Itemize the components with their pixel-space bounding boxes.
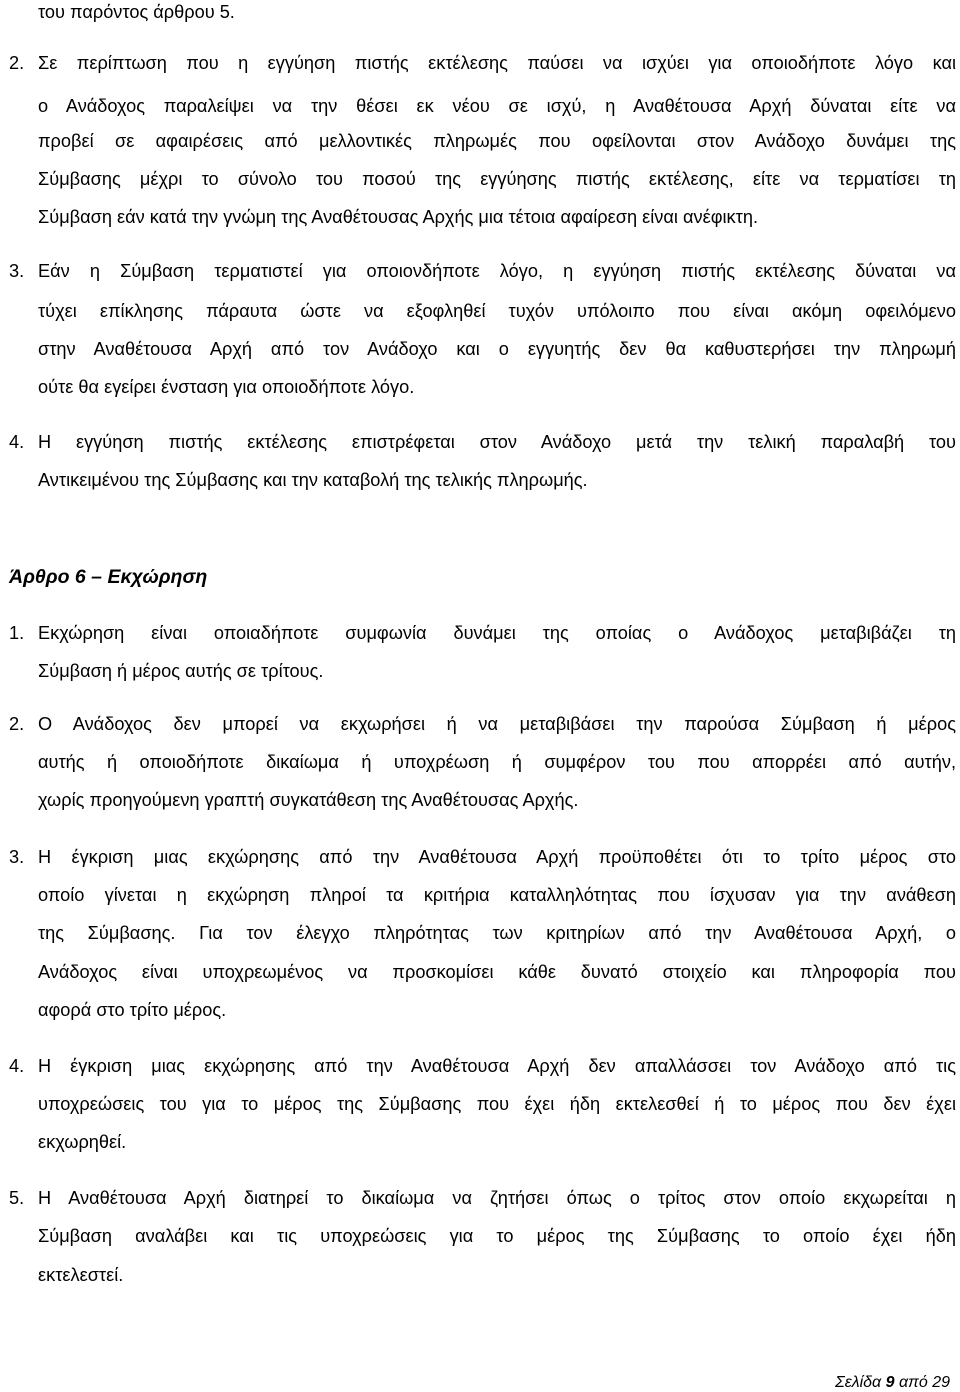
continuation-line: του παρόντος άρθρου 5. [38,2,235,22]
footer-total-pages: 29 [932,1374,950,1391]
paragraph-line: εκτελεστεί. [38,1265,124,1285]
footer-of-word: από [899,1374,928,1391]
footer-page-number: 9 [885,1374,895,1391]
paragraph-line: Σύμβαση ή μέρος αυτής σε τρίτους. [38,661,324,681]
paragraph-number: 2. [9,53,25,73]
paragraph-line: Ο Ανάδοχος δεν μπορεί να εκχωρήσει ή να μεταβιβάσει την παρούσα Σύμβαση ή μέρος [38,714,956,734]
paragraph-line: Εάν η Σύμβαση τερματιστεί για οποιονδήποτε λόγο, η εγγύηση πιστής εκτέλεσης δύναται να [38,261,956,281]
article-heading [9,565,207,589]
paragraph-line: υποχρεώσεις του για το μέρος της Σύμβασης που έχει ήδη εκτελεσθεί ή το μέρος που δεν έχει [38,1094,956,1114]
paragraph-line: ο Ανάδοχος παραλείψει να την θέσει εκ νέου σε ισχύ, η Αναθέτουσα Αρχή δύναται είτε να [38,96,956,116]
paragraph-number: 3. [9,261,25,281]
paragraph-line: Σύμβασης μέχρι το σύνολο του ποσού της εγγύησης πιστής εκτέλεσης, είτε να τερματίσει τη [38,169,956,189]
paragraph-line: χωρίς προηγούμενη γραπτή συγκατάθεση της Αναθέτουσας Αρχής. [38,790,579,810]
paragraph-line: Σύμβαση εάν κατά την γνώμη της Αναθέτουσας Αρχής μια τέτοια αφαίρεση είναι ανέφικτη. [38,207,759,227]
paragraph-number: 4. [9,432,25,452]
paragraph-line: Η έγκριση μιας εκχώρησης από την Αναθέτουσα Αρχή προϋποθέτει ότι το τρίτο μέρος στο [38,847,956,867]
paragraph-line: Σε περίπτωση που η εγγύηση πιστής εκτέλεσης παύσει να ισχύει για οποιοδήποτε λόγο και [38,53,956,73]
footer-page-word: Σελίδα [835,1374,882,1391]
paragraph-line: της Σύμβασης. Για τον έλεγχο πληρότητας των κριτηρίων από την Αναθέτουσα Αρχή, ο [38,923,956,943]
page-footer [835,1374,950,1392]
paragraph-line: Αντικειμένου της Σύμβασης και την καταβολή της τελικής πληρωμής. [38,470,588,490]
paragraph-number: 1. [9,623,25,643]
paragraph-line: εκχωρηθεί. [38,1132,127,1152]
paragraph-line: αυτής ή οποιοδήποτε δικαίωμα ή υποχρέωση ή συμφέρον του που απορρέει από αυτήν, [38,752,956,772]
paragraph-line: Η Αναθέτουσα Αρχή διατηρεί το δικαίωμα να ζητήσει όπως ο τρίτος στον οποίο εκχωρείται η [38,1188,956,1208]
paragraph-number: 2. [9,714,25,734]
paragraph-line: Ανάδοχος είναι υποχρεωμένος να προσκομίσει κάθε δυνατό στοιχείο και πληροφορία που [38,962,956,982]
paragraph-line: ούτε θα εγείρει ένσταση για οποιοδήποτε λόγο. [38,377,415,397]
paragraph-number: 5. [9,1188,25,1208]
article-heading-title: Εκχώρηση [107,566,208,588]
paragraph-line: αφορά στο τρίτο μέρος. [38,1000,227,1020]
paragraph-line: Η έγκριση μιας εκχώρησης από την Αναθέτουσα Αρχή δεν απαλλάσσει τον Ανάδοχο από τις [38,1056,956,1076]
paragraph-number: 4. [9,1056,25,1076]
paragraph-line: Εκχώρηση είναι οποιαδήποτε συμφωνία δυνάμει της οποίας ο Ανάδοχος μεταβιβάζει τη [38,623,956,643]
paragraph-line: τύχει επίκλησης πάραυτα ώστε να εξοφληθεί τυχόν υπόλοιπο που είναι ακόμη οφειλόμενο [38,301,956,321]
paragraph-line: προβεί σε αφαιρέσεις από μελλοντικές πληρωμές που οφείλονται στον Ανάδοχο δυνάμει της [38,131,956,151]
paragraph-number: 3. [9,847,25,867]
paragraph-line: Σύμβαση αναλάβει και τις υποχρεώσεις για το μέρος της Σύμβασης το οποίο έχει ήδη [38,1226,956,1246]
paragraph-line: στην Αναθέτουσα Αρχή από τον Ανάδοχο και ο εγγυητής δεν θα καθυστερήσει την πληρωμή [38,339,956,359]
article-heading-prefix: Άρθρο 6 – [9,566,108,588]
paragraph-line: Η εγγύηση πιστής εκτέλεσης επιστρέφεται στον Ανάδοχο μετά την τελική παραλαβή του [38,432,956,452]
paragraph-line: οποίο γίνεται η εκχώρηση πληροί τα κριτήρια καταλληλότητας που ίσχυσαν για την ανάθεση [38,885,956,905]
